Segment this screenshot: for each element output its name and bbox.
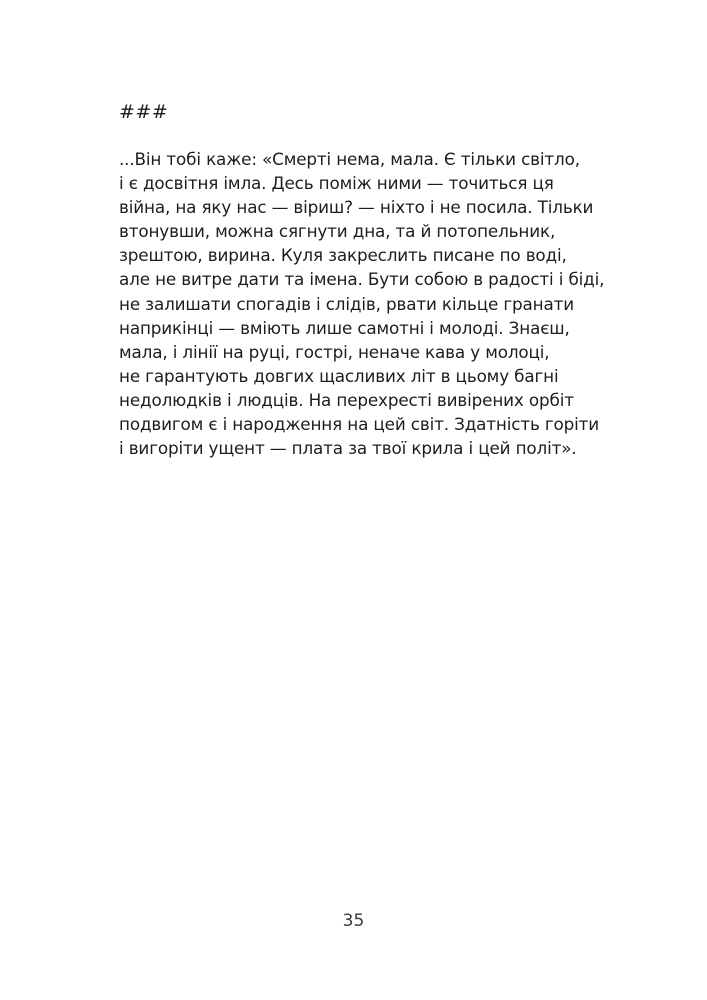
poem-text [119,147,605,460]
page-number: 35 [342,911,365,931]
poem-line: але не витре дати та імена. Бути собою в радості і біді, [119,269,605,290]
poem-line: зрештою, вирина. Куля закреслить писане по воді, [119,245,567,266]
poem-line: ...Він тобі каже: «Смерті нема, мала. Є тільки світло, [119,149,580,169]
poem-line: і вигоріти ущент — плата за твої крила і цей політ». [119,438,577,459]
poem-line: наприкінці — вміють лише самотні і молоді. Знаєш, [119,317,570,338]
poem-line: не залишати спогадів і слідів, рвати кільце гранати [119,293,574,314]
poem-line: не гарантують довгих щасливих літ в цьому багні [119,365,559,386]
poem-line: війна, на яку нас — віриш? — ніхто і не посила. Тільки [119,197,594,218]
poem-line: недолюдків і людців. На перехресті вивірених орбіт [119,389,574,410]
poem-line: і є досвітня імла. Десь поміж ними — точиться ця [119,173,554,194]
poem-line: подвигом є і народження на цей світ. Здатність горіти [119,414,600,435]
poem-line: мала, і лінії на руці, гострі, неначе кава у молоці, [119,341,550,362]
poem-line: втонувши, можна сягнути дна, та й потопельник, [119,221,556,242]
section-separator: ### [119,101,169,123]
